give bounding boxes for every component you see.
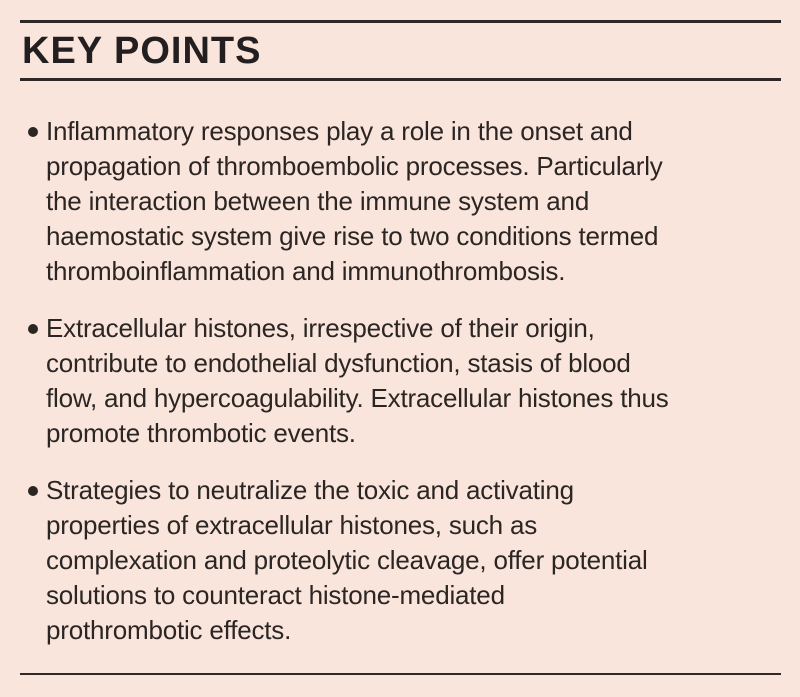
bullet-line: haemostatic system give rise to two conditions termed [46,221,659,251]
bullet-line: flow, and hypercoagulability. Extracellular histones thus [46,383,669,413]
bullet-line: thromboinflammation and immunothrombosis. [46,256,566,286]
bullet-line: Strategies to neutralize the toxic and activating [46,475,574,505]
bullet-line: complexation and proteolytic cleavage, offer potential [46,545,648,575]
bullet-line: Inflammatory responses play a role in the onset and [46,116,633,146]
bullet-line: the interaction between the immune system and [46,186,590,216]
bullet-line: propagation of thromboembolic processes. Particularly [46,151,663,181]
bullet-dot-icon [28,127,38,137]
top-rule [20,20,781,23]
key-points-list [20,114,781,648]
bullet-text [46,473,781,648]
bullet-dot-icon [28,486,38,496]
bottom-rule [20,673,781,675]
list-item [20,114,781,289]
list-item [20,311,781,451]
bullet-text [46,114,781,289]
bullet-line: Extracellular histones, irrespective of their origin, [46,313,595,343]
bullet-line: contribute to endothelial dysfunction, stasis of blood [46,348,631,378]
bullet-line: solutions to counteract histone-mediated [46,580,505,610]
panel-title: KEY POINTS [22,30,262,72]
header-rule [20,78,781,81]
bullet-text [46,311,781,451]
bullet-line: promote thrombotic events. [46,418,356,448]
bullet-line: prothrombotic effects. [46,615,292,645]
list-item [20,473,781,648]
bullet-line: properties of extracellular histones, such as [46,510,538,540]
bullet-dot-icon [28,324,38,334]
